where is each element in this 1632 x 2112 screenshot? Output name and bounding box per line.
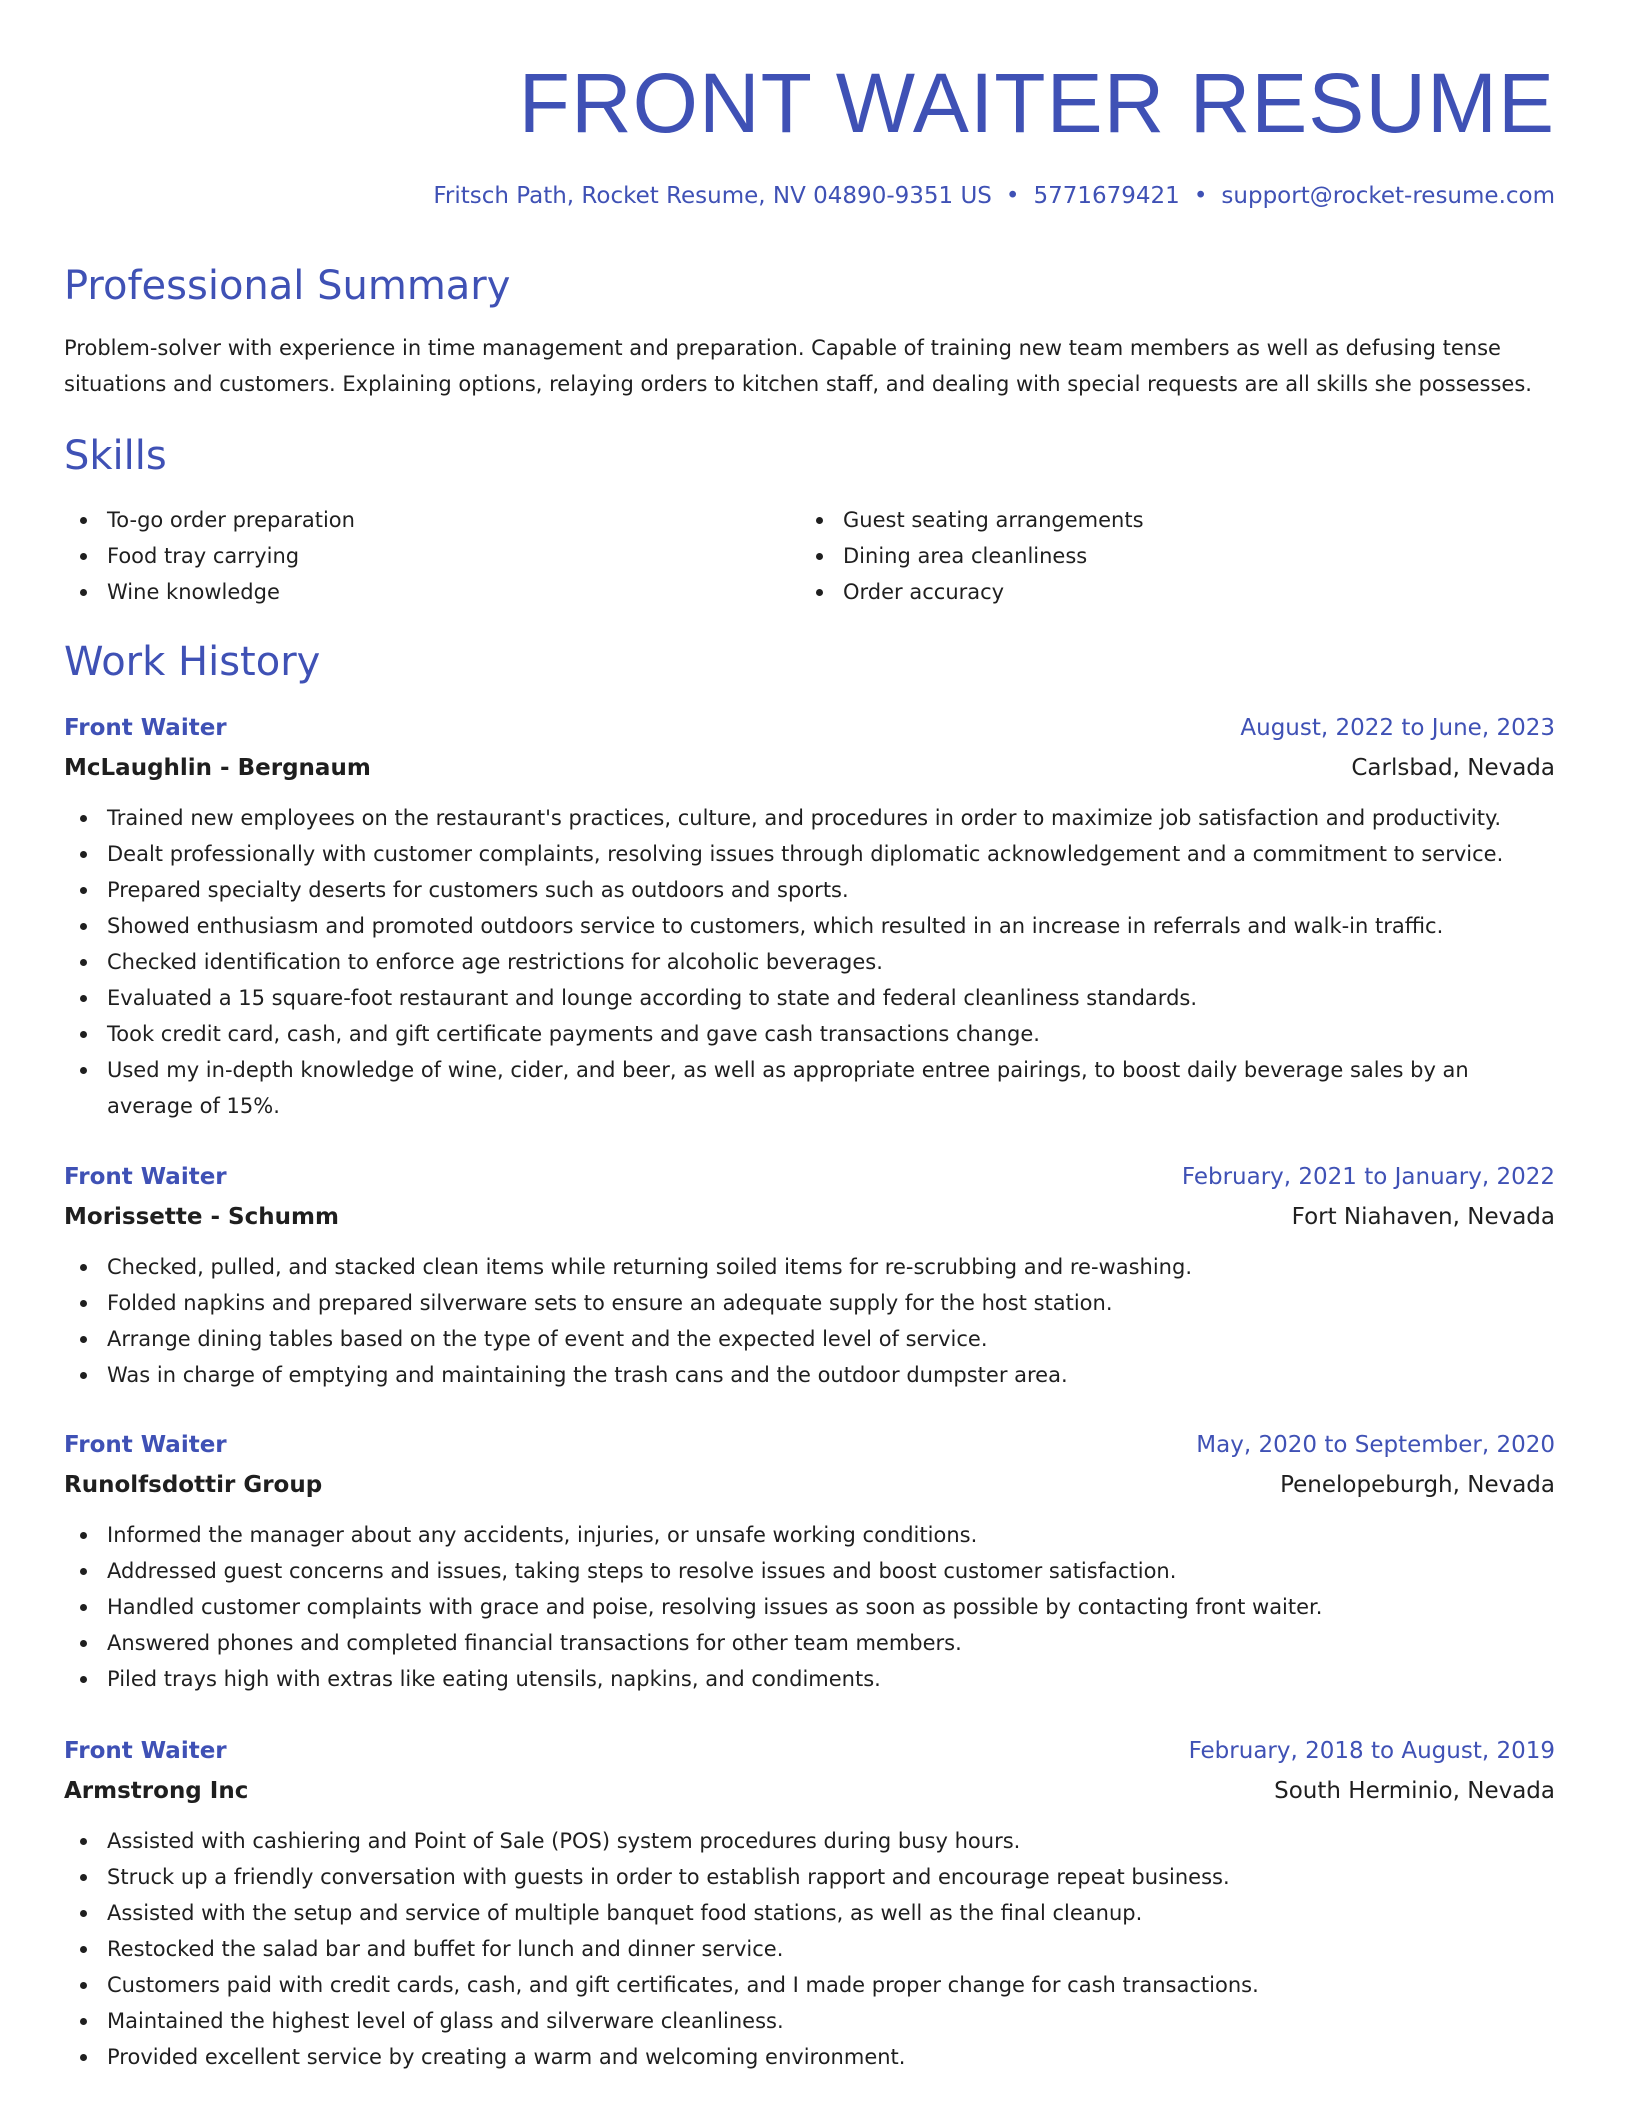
contact-email: support@rocket-resume.com	[1221, 183, 1555, 209]
job-company: Morissette - Schumm	[64, 1204, 339, 1230]
skill-item: Order accuracy	[800, 574, 1500, 610]
contact-address: Fritsch Path, Rocket Resume, NV 04890-9351 US	[433, 183, 992, 209]
summary-heading: Professional Summary	[64, 263, 511, 309]
job-entry	[64, 1425, 1555, 1697]
job-location: Carlsbad, Nevada	[1351, 755, 1555, 781]
job-bullet: Addressed guest concerns and issues, taking steps to resolve issues and boost customer satisfaction.	[64, 1553, 1555, 1589]
job-bullet: Restocked the salad bar and buffet for lunch and dinner service.	[64, 1931, 1555, 1967]
job-bullet: Evaluated a 15 square-foot restaurant and lounge according to state and federal cleanliness standards.	[64, 980, 1555, 1016]
job-role: Front Waiter	[64, 1164, 227, 1190]
job-entry	[64, 1157, 1555, 1393]
job-bullet: Handled customer complaints with grace and poise, resolving issues as soon as possible by contacting front waiter.	[64, 1589, 1555, 1625]
contact-line	[433, 178, 1555, 214]
skill-item: Dining area cleanliness	[800, 538, 1500, 574]
skill-item: To-go order preparation	[64, 502, 764, 538]
job-bullet: Provided excellent service by creating a warm and welcoming environment.	[64, 2039, 1555, 2075]
skill-item: Food tray carrying	[64, 538, 764, 574]
job-entry	[64, 1731, 1555, 2075]
job-bullets	[64, 1823, 1555, 2075]
summary-text: Problem-solver with experience in time management and preparation. Capable of training new team members as well as defusing tense situations and customers. Explaining options, relaying orders to kitchen staff, and dealing with special requests are all skills she possesses.	[64, 336, 1532, 396]
job-bullets	[64, 1517, 1555, 1697]
job-bullet: Showed enthusiasm and promoted outdoors service to customers, which resulted in an increase in referrals and walk-in traffic.	[64, 908, 1555, 944]
job-dates: August, 2022 to June, 2023	[1240, 715, 1555, 741]
job-bullet: Took credit card, cash, and gift certificate payments and gave cash transactions change.	[64, 1016, 1555, 1052]
job-bullet: Arrange dining tables based on the type of event and the expected level of service.	[64, 1321, 1555, 1357]
skill-item: Wine knowledge	[64, 574, 764, 610]
job-bullet: Dealt professionally with customer complaints, resolving issues through diplomatic acknowledgement and a commitment to service.	[64, 836, 1555, 872]
job-bullet: Assisted with cashiering and Point of Sale (POS) system procedures during busy hours.	[64, 1823, 1555, 1859]
job-company: Armstrong Inc	[64, 1778, 249, 1804]
job-location: Penelopeburgh, Nevada	[1280, 1472, 1555, 1498]
job-bullet: Answered phones and completed financial transactions for other team members.	[64, 1625, 1555, 1661]
job-role: Front Waiter	[64, 1738, 227, 1764]
job-entry	[64, 708, 1555, 1124]
job-dates: February, 2021 to January, 2022	[1181, 1164, 1555, 1190]
job-location: South Herminio, Nevada	[1274, 1778, 1555, 1804]
skill-item: Guest seating arrangements	[800, 502, 1500, 538]
job-location: Fort Niahaven, Nevada	[1291, 1204, 1555, 1230]
job-bullet: Trained new employees on the restaurant's practices, culture, and procedures in order to maximize job satisfaction and productivity.	[64, 800, 1555, 836]
contact-separator: •	[1005, 183, 1020, 209]
job-bullets	[64, 1249, 1555, 1393]
contact-phone: 5771679421	[1033, 183, 1180, 209]
skills-heading: Skills	[64, 433, 167, 479]
job-bullet: Used my in-depth knowledge of wine, cider, and beer, as well as appropriate entree pairings, to boost daily beverage sales by an average of 15%.	[64, 1052, 1555, 1124]
job-role: Front Waiter	[64, 1432, 227, 1458]
job-dates: May, 2020 to September, 2020	[1196, 1432, 1555, 1458]
job-company: Runolfsdottir Group	[64, 1472, 323, 1498]
contact-separator: •	[1193, 183, 1208, 209]
job-bullet: Prepared specialty deserts for customers such as outdoors and sports.	[64, 872, 1555, 908]
skills-column-1	[64, 502, 764, 610]
skills-column-2	[800, 502, 1500, 610]
work-history-heading: Work History	[64, 639, 321, 685]
job-company: McLaughlin - Bergnaum	[64, 755, 371, 781]
job-bullets	[64, 800, 1555, 1124]
job-bullet: Informed the manager about any accidents, injuries, or unsafe working conditions.	[64, 1517, 1555, 1553]
job-bullet: Maintained the highest level of glass and silverware cleanliness.	[64, 2003, 1555, 2039]
job-bullet: Piled trays high with extras like eating utensils, napkins, and condiments.	[64, 1661, 1555, 1697]
resume-title: FRONT WAITER RESUME	[518, 56, 1555, 150]
job-bullet: Was in charge of emptying and maintaining the trash cans and the outdoor dumpster area.	[64, 1357, 1555, 1393]
job-role: Front Waiter	[64, 715, 227, 741]
job-bullet: Customers paid with credit cards, cash, and gift certificates, and I made proper change for cash transactions.	[64, 1967, 1555, 2003]
job-bullet: Struck up a friendly conversation with guests in order to establish rapport and encourage repeat business.	[64, 1859, 1555, 1895]
job-dates: February, 2018 to August, 2019	[1188, 1738, 1555, 1764]
job-bullet: Assisted with the setup and service of multiple banquet food stations, as well as the final cleanup.	[64, 1895, 1555, 1931]
job-bullet: Checked, pulled, and stacked clean items while returning soiled items for re-scrubbing and re-washing.	[64, 1249, 1555, 1285]
job-bullet: Checked identification to enforce age restrictions for alcoholic beverages.	[64, 944, 1555, 980]
job-bullet: Folded napkins and prepared silverware sets to ensure an adequate supply for the host station.	[64, 1285, 1555, 1321]
